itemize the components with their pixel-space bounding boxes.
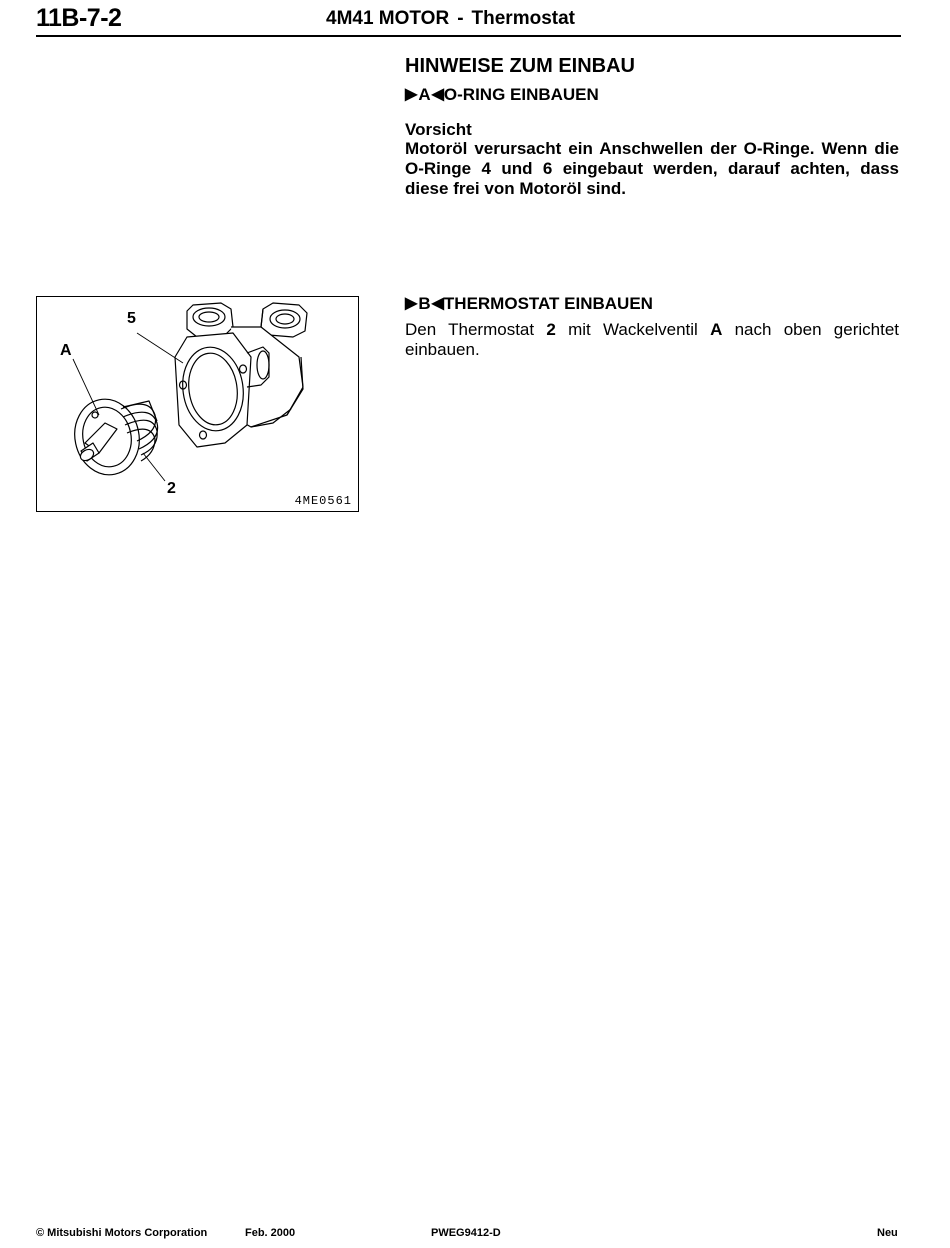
step-b-text-part-1: Den Thermostat: [405, 320, 547, 339]
footer-status: Neu: [877, 1227, 898, 1239]
header-title: [326, 8, 575, 30]
step-b-text-part-2: mit Wackelventil: [555, 320, 711, 339]
step-b-valve-label: A: [710, 320, 723, 339]
figure-label-2: 2: [167, 480, 176, 497]
header-topic: Thermostat: [471, 8, 575, 29]
header-separator: -: [457, 8, 464, 29]
step-b-text-part-3: nach oben gerichtet einbauen.: [405, 320, 899, 359]
caution-text: Motoröl verursacht ein Anschwellen der O-Ringe. Wenn die O-Ringe 4 und 6 eingebaut werden, darauf achten, dass diese frei von Motoröl sind.: [405, 139, 899, 198]
figure-label-a: A: [60, 342, 72, 359]
footer-doc-code: PWEG9412-D: [431, 1227, 501, 1239]
step-b-text: [405, 320, 899, 360]
thermostat-figure: [36, 296, 359, 512]
footer-copyright: © Mitsubishi Motors Corporation: [36, 1227, 208, 1239]
right-triangle-icon: ▶: [405, 86, 418, 103]
header-rule: [36, 35, 901, 37]
figure-id: 4ME0561: [294, 494, 352, 508]
left-triangle-icon: ◀: [431, 295, 444, 312]
page-number: 11B-7-2: [36, 4, 122, 32]
step-b-marker: B: [418, 294, 431, 313]
header-motor: 4M41 MOTOR: [326, 8, 450, 29]
step-a-heading: [405, 85, 599, 105]
caution-label: Vorsicht: [405, 120, 472, 139]
step-b-heading: [405, 294, 653, 314]
step-b-part-number: 2: [546, 320, 556, 339]
figure-label-5: 5: [127, 310, 136, 327]
footer-date: Feb. 2000: [245, 1227, 296, 1239]
step-a-marker: A: [418, 85, 431, 104]
section-heading: HINWEISE ZUM EINBAU: [405, 55, 635, 77]
thermostat-illustration: [37, 297, 360, 513]
left-triangle-icon: ◀: [431, 86, 444, 103]
step-a-title: O-RING EINBAUEN: [443, 85, 599, 104]
right-triangle-icon: ▶: [405, 295, 418, 312]
step-b-title: THERMOSTAT EINBAUEN: [443, 294, 653, 313]
